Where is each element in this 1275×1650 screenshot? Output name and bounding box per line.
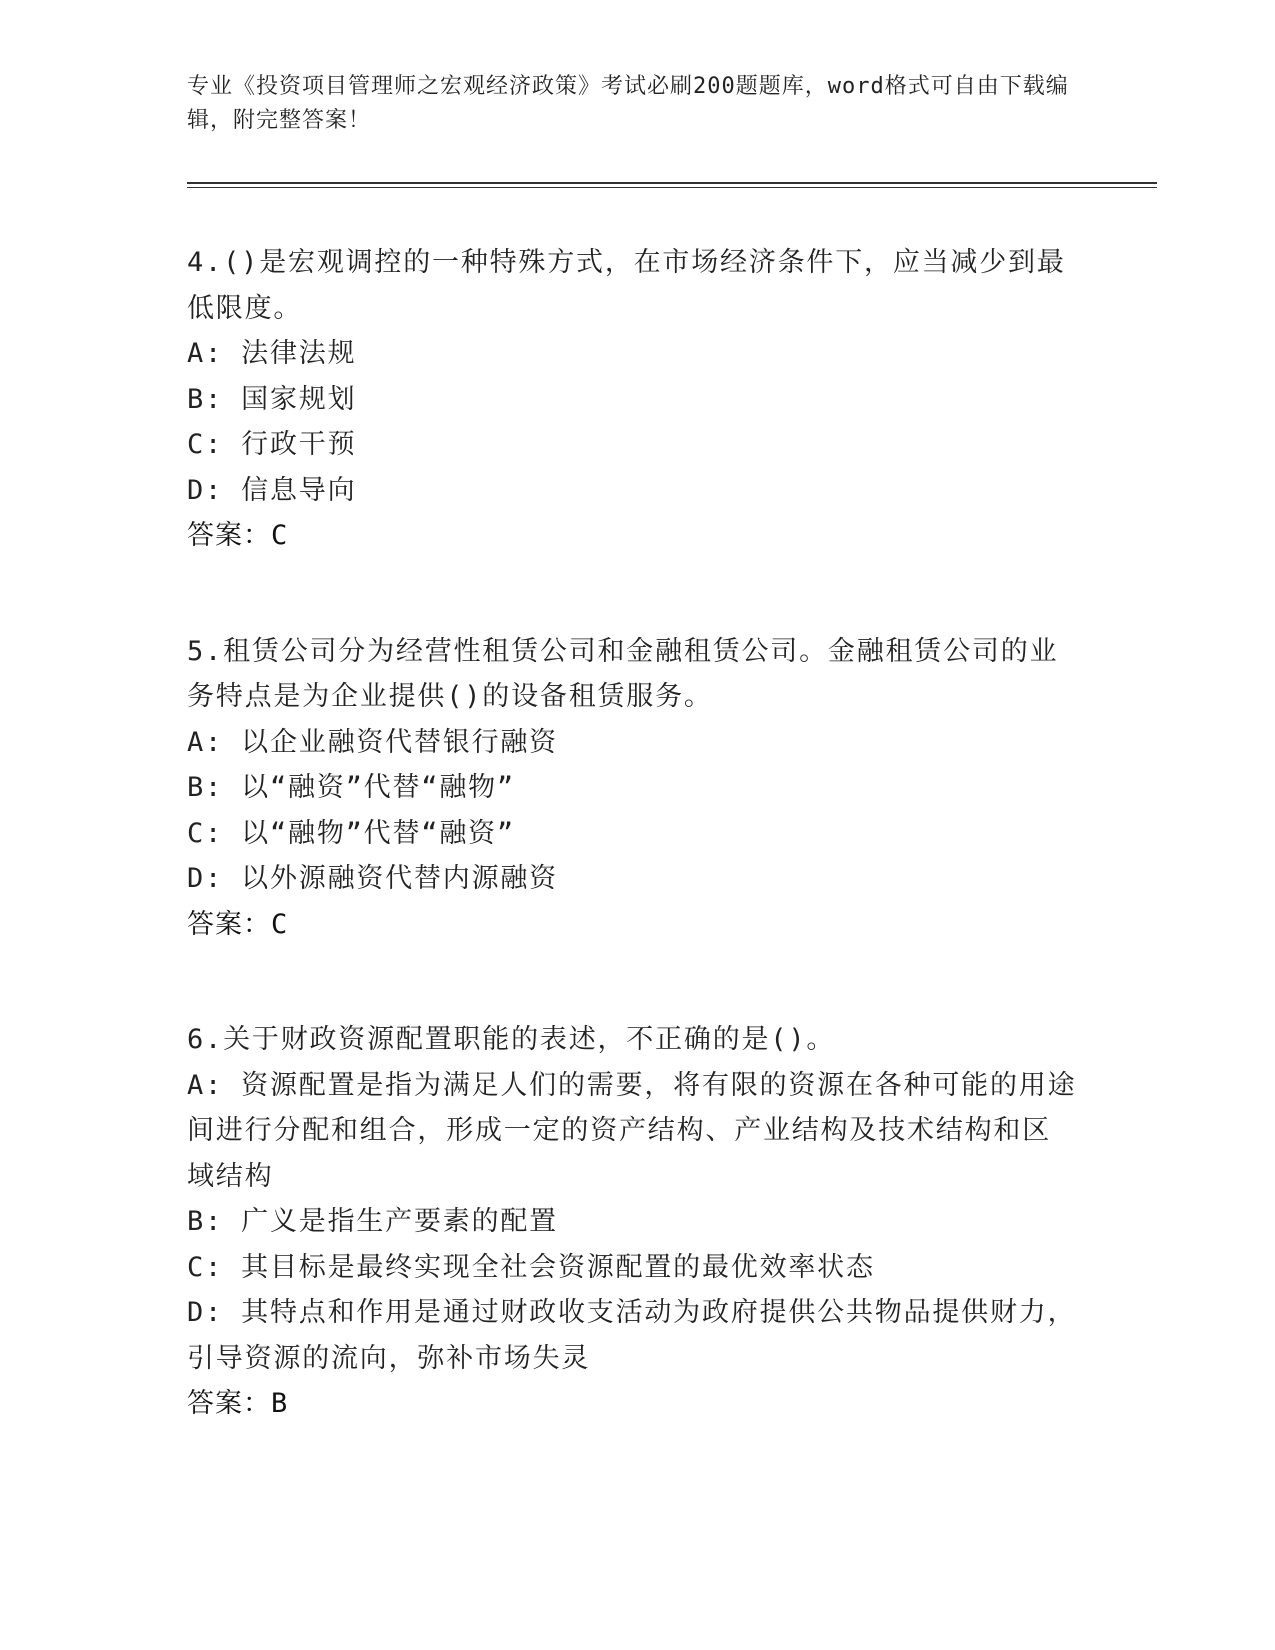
answer-label: 答案： [187, 1388, 271, 1419]
option-c: C: 行政干预 [187, 429, 357, 460]
option-b: B: 广义是指生产要素的配置 [187, 1206, 558, 1237]
question-4 [187, 240, 1157, 559]
header-divider [187, 182, 1157, 188]
question-stem: 4.()是宏观调控的一种特殊方式，在市场经济条件下，应当减少到最低限度。 [187, 247, 1066, 324]
option-b: B: 以“融资”代替“融物” [187, 772, 515, 803]
option-a: A: 法律法规 [187, 338, 357, 369]
answer-value: C [271, 520, 289, 551]
document-page [187, 70, 1157, 1497]
question-stem: 5.租赁公司分为经营性租赁公司和金融租赁公司。金融租赁公司的业务特点是为企业提供()的设备租赁服务。 [187, 635, 1059, 712]
option-d: D: 以外源融资代替内源融资 [187, 863, 558, 894]
question-stem: 6.关于财政资源配置职能的表述，不正确的是()。 [187, 1024, 836, 1055]
question-6 [187, 1017, 1157, 1427]
answer-line [187, 902, 1157, 948]
option-c: C: 以“融物”代替“融资” [187, 817, 515, 849]
option-a: A: 以企业融资代替银行融资 [187, 726, 558, 758]
option-d: D: 其特点和作用是通过财政收支活动为政府提供公共物品提供财力，引导资源的流向，弥补市场失灵 [187, 1297, 1077, 1374]
option-d: D: 信息导向 [187, 474, 357, 506]
answer-value: C [271, 908, 289, 940]
option-c: C: 其目标是最终实现全社会资源配置的最优效率状态 [187, 1251, 875, 1283]
option-a: A: 资源配置是指为满足人们的需要，将有限的资源在各种可能的用途间进行分配和组合，形成一定的资产结构、产业结构及技术结构和区域结构 [187, 1069, 1077, 1192]
answer-value: B [271, 1388, 289, 1419]
option-b: B: 国家规划 [187, 383, 357, 415]
answer-label: 答案： [187, 908, 271, 940]
question-list [187, 240, 1157, 1427]
question-5 [187, 629, 1157, 948]
document-intro: 专业《投资项目管理师之宏观经济政策》考试必刷200题题库，word格式可自由下载编辑，附完整答案！ [187, 74, 1069, 133]
answer-line [187, 513, 1157, 559]
answer-label: 答案： [187, 520, 271, 551]
answer-line [187, 1381, 1157, 1427]
